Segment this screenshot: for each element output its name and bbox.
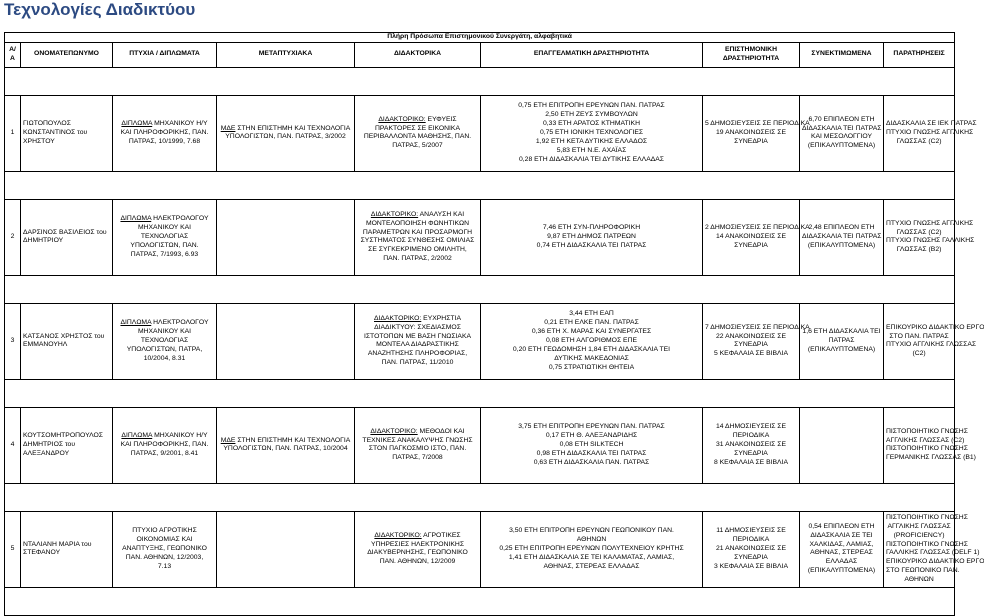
cell-phd-line: ΠΑΤΡΑΣ, 5/2007 (392, 142, 443, 150)
cell-notes-line: ΠΤΥΧΙΟ ΓΝΩΣΗΣ ΑΓΓΛΙΚΗΣ (886, 219, 974, 227)
spacer-row (5, 587, 955, 615)
table-row (5, 95, 955, 171)
header-aa: Α/Α (5, 42, 21, 67)
cell-professional (481, 95, 703, 171)
cell-scientific-line: 2 ΔΗΜΟΣΙΕΥΣΕΙΣ ΣΕ ΠΕΡΙΟΔΙΚΑ (705, 224, 810, 232)
cell-notes (884, 95, 977, 171)
cell-professional-line: 0,28 ΕΤΗ ΔΙΔΑΣΚΑΛΙΑ ΤΕΙ ΔΥΤΙΚΗΣ ΕΛΛΑΔΑΣ (519, 155, 664, 163)
cell-masters-label: ΜΔΕ (220, 436, 236, 444)
spacer-cell (5, 483, 955, 511)
cell-notes-line: ΓΛΩΣΣΑΣ (C2) (896, 137, 942, 145)
cell-scientific-line: 14 ΑΝΑΚΟΙΝΩΣΕΙΣ ΣΕ (716, 232, 786, 240)
cell-merits-line: ΔΙΔΑΣΚΑΛΙΑ ΣΕ ΤΕΙ (810, 531, 873, 539)
spacer-cell (5, 171, 955, 199)
spacer-cell (5, 275, 955, 303)
cell-scientific-line: ΣΥΝΕΔΡΙΑ (734, 241, 768, 249)
cell-degree-text: ΗΛΕΚΤΡΟΛΟΓΟΥ (151, 319, 209, 327)
cell-merits-line: (ΕΠΙΚΑΛΥΠΤΟΜΕΝΑ) (807, 345, 876, 353)
cell-notes-line: ΓΛΩΣΣΑΣ (C2) (896, 228, 942, 236)
cell-phd-text: ΑΓΡΟΤΙΚΕΣ (421, 531, 461, 539)
cell-scientific (703, 407, 800, 483)
cell-notes-line: ΣΤΟ ΓΕΩΠΟΝΙΚΟ ΠΑΝ. (886, 567, 960, 575)
cell-merits (800, 95, 884, 171)
cell-professional (481, 303, 703, 379)
cell-notes (884, 303, 984, 379)
cell-notes-line: ΑΓΓΛΙΚΗΣ ΓΛΩΣΣΑΣ (C2) (886, 436, 965, 444)
cell-scientific (703, 303, 810, 379)
cell-professional-line: 0,75 ΕΤΗ ΙΟΝΙΚΗ ΤΕΧΝΟΛΟΓΙΕΣ (539, 128, 644, 136)
cell-professional-line: 2,50 ΕΤΗ ΖΕΥΣ ΣΥΜΒΟΥΛΩΝ (545, 111, 638, 119)
cell-degree-line: ΚΑΙ ΠΛΗΡΟΦΟΡΙΚΗΣ, ΠΑΝ. (120, 440, 209, 448)
cell-professional-line: 1,92 ΕΤΗ ΚΕΤΑ ΔΥΤΙΚΗΣ ΕΛΛΑΔΟΣ (535, 137, 648, 145)
table-row (5, 511, 955, 587)
cell-masters (217, 511, 355, 587)
cell-scientific (703, 511, 800, 587)
cell-professional-line: 3,44 ΕΤΗ ΕΑΠ (569, 310, 614, 318)
cell-scientific-line: 5 ΚΕΦΑΛΑΙΑ ΣΕ ΒΙΒΛΙΑ (713, 350, 789, 358)
cell-masters (217, 95, 355, 171)
cell-masters-text: ΣΤΗΝ ΕΠΙΣΤΗΜΗ ΚΑΙ ΤΕΧΝΟΛΟΓΙΑ (235, 124, 351, 132)
cell-degree-line: ΠΤΥΧΙΟ ΑΓΡΟΤΙΚΗΣ (132, 527, 197, 535)
cell-phd-line: ΠΑΡΑΜΕΤΡΩΝ ΚΑΙ ΠΡΟΣΑΡΜΟΓΗ (362, 228, 473, 236)
cell-notes-line: ΑΘΗΝΩΝ (904, 576, 934, 584)
cell-masters-label: ΜΔΕ (220, 124, 236, 132)
cell-notes-line: ΠΙΣΤΟΠΟΙΗΤΙΚΟ ΓΝΩΣΗΣ (886, 445, 968, 453)
cell-name-line: ΣΤΕΦΑΝΟΥ (23, 549, 61, 557)
cell-degree-text: ΗΛΕΚΤΡΟΛΟΓΟΥ (151, 215, 209, 223)
cell-phd-line: ΠΡΑΚΤΟΡΕΣ ΣΕ ΕΙΚΟΝΙΚΑ (375, 124, 460, 132)
cell-aa: 4 (5, 407, 21, 483)
cell-professional-line: 0,08 ΕΤΗ ΑΛΓΟΡΙΘΜΟΣ ΕΠΕ (545, 336, 638, 344)
cell-scientific-line: ΠΕΡΙΟΔΙΚΑ (732, 536, 770, 544)
header-scientific: ΕΠΙΣΤΗΜΟΝΙΚΗ ΔΡΑΣΤΗΡΙΟΤΗΤΑ (703, 42, 800, 67)
spacer-row (5, 379, 955, 407)
cell-degree-line: 7.13 (157, 562, 172, 570)
cell-phd-line: ΠΕΡΙΒΑΛΛΟΝΤΑ ΜΑΘΗΣΗΣ, ΠΑΝ. (363, 133, 472, 141)
table-banner: Πλήρη Πρόσωπα Επιστημονικού Συνεργάτη, αλφαβητικά (5, 33, 955, 43)
cell-name-line: ΔΑΡΣΙΝΟΣ ΒΑΣΙΛΕΙΟΣ του (23, 228, 107, 236)
cell-masters (217, 199, 355, 275)
cell-phd-label: ΔΙΔΑΚΤΟΡΙΚΟ: (374, 314, 422, 322)
cell-degree (113, 407, 217, 483)
cell-aa: 2 (5, 199, 21, 275)
cell-scientific-line: 3 ΚΕΦΑΛΑΙΑ ΣΕ ΒΙΒΛΙΑ (713, 562, 789, 570)
cell-notes-line: ΕΠΙΚΟΥΡΙΚΟ ΔΙΔΑΚΤΙΚΟ ΕΡΓΟ (886, 323, 984, 331)
cell-scientific-line: 8 ΚΕΦΑΛΑΙΑ ΣΕ ΒΙΒΛΙΑ (713, 458, 789, 466)
cell-degree-line: ΚΑΙ ΠΛΗΡΟΦΟΡΙΚΗΣ, ΠΑΝ. (120, 128, 209, 136)
cell-phd-label: ΔΙΔΑΚΤΟΡΙΚΟ: (374, 531, 422, 539)
cell-merits-line: 2,48 ΕΠΙΠΛΕΟΝ ΕΤΗ (808, 224, 875, 232)
spacer-row (5, 275, 955, 303)
cell-degree-line: ΥΠΟΛΟΓΙΣΤΩΝ, ΠΑΝ. (130, 241, 199, 249)
cell-scientific (703, 95, 810, 171)
cell-scientific-line: ΠΕΡΙΟΔΙΚΑ (732, 432, 770, 440)
cell-scientific-line: ΣΥΝΕΔΡΙΑ (734, 341, 768, 349)
cell-degree (113, 303, 217, 379)
cell-merits-line: ΔΙΔΑΣΚΑΛΙΑ ΤΕΙ ΠΑΤΡΑΣ (802, 124, 882, 132)
cell-phd (355, 303, 481, 379)
cell-name-line: ΔΗΜΗΤΡΙΟΣ του (23, 440, 76, 448)
cell-notes-line: ΠΤΥΧΙΟ ΓΝΩΣΗΣ ΓΑΛΛΙΚΗΣ (886, 237, 975, 245)
cell-masters-line (219, 437, 352, 446)
spacer-row (5, 483, 955, 511)
table-row (5, 407, 955, 483)
cell-phd-text: ΕΥΦΥΕΙΣ (425, 115, 457, 123)
cell-degree-line (115, 432, 214, 441)
table-row (5, 303, 955, 379)
cell-merits (800, 303, 884, 379)
cell-merits-line: ΑΘΗΝΑΣ, ΣΤΕΡΕΑΣ (810, 549, 873, 557)
spacer-cell (5, 379, 955, 407)
header-masters: ΜΕΤΑΠΤΥΧΙΑΚΑ (217, 42, 355, 67)
cell-phd-label: ΔΙΔΑΚΤΟΡΙΚΟ: (370, 210, 419, 218)
cell-notes-line: ΠΙΣΤΟΠΟΙΗΤΙΚΟ ΓΝΩΣΗΣ (886, 540, 968, 548)
cell-name-line: ΚΟΥΤΣΟΜΗΤΡΟΠΟΥΛΟΣ (23, 432, 103, 440)
cell-professional-line: 0,21 ΕΤΗ ΕΛΚΕ ΠΑΝ. ΠΑΤΡΑΣ (544, 319, 639, 327)
cell-scientific-line: 11 ΔΗΜΟΣΙΕΥΣΕΙΣ ΣΕ (716, 527, 786, 535)
cell-merits-line: (ΕΠΙΚΑΛΥΠΤΟΜΕΝΑ) (807, 567, 876, 575)
cell-scientific-line: ΣΥΝΕΔΡΙΑ (734, 137, 768, 145)
cell-professional (481, 511, 703, 587)
header-professional: ΕΠΑΓΓΕΛΜΑΤΙΚΗ ΔΡΑΣΤΗΡΙΟΤΗΤΑ (481, 42, 703, 67)
cell-degree-line: ΠΑΤΡΑΣ, 10/1999, 7.68 (128, 137, 201, 145)
cell-notes-line: ΓΕΡΜΑΝΙΚΗΣ ΓΛΩΣΣΑΣ (B1) (886, 454, 976, 462)
header-notes: ΠΑΡΑΤΗΡΗΣΕΙΣ (884, 42, 955, 67)
cell-degree-line: ΟΙΚΟΝΟΜΙΑΣ ΚΑΙ (136, 536, 193, 544)
cell-phd-line: ΣΥΣΤΗΜΑΤΟΣ ΣΥΝΘΕΣΗΣ ΟΜΙΛΙΑΣ (360, 237, 475, 245)
cell-professional-line: 3,50 ΕΤΗ ΕΠΙΤΡΟΠΗ ΕΡΕΥΝΩΝ ΓΕΩΠΟΝΙΚΟΥ ΠΑΝ. (509, 527, 674, 535)
cell-masters-line: ΥΠΟΛΟΓΙΣΤΩΝ, ΠΑΝ. ΠΑΤΡΑΣ, 3/2002 (225, 133, 346, 141)
cell-scientific-line: 14 ΔΗΜΟΣΙΕΥΣΕΙΣ ΣΕ (715, 423, 787, 431)
cell-degree (113, 511, 217, 587)
cell-professional-line: 7,46 ΕΤΗ ΣΥΝ-ΠΛΗΡΟΦΟΡΙΚΗ (542, 224, 641, 232)
cell-phd-line: ΤΕΧΝΙΚΕΣ ΑΝΑΚΑΛΥΨΗΣ ΓΝΩΣΗΣ (362, 436, 473, 444)
cell-degree-line: ΠΑΤΡΑΣ, 7/1993, 6.93 (130, 250, 199, 258)
cell-scientific-line: 5 ΔΗΜΟΣΙΕΥΣΕΙΣ ΣΕ ΠΕΡΙΟΔΙΚΑ (705, 120, 810, 128)
cell-degree-label: ΔΙΠΛΩΜΑ (120, 215, 152, 223)
cell-scientific-line: 7 ΔΗΜΟΣΙΕΥΣΕΙΣ ΣΕ ΠΕΡΙΟΔΙΚΑ (705, 323, 810, 331)
cell-professional-line: 0,36 ΕΤΗ Χ. ΜΑΡΑΣ ΚΑΙ ΣΥΝΕΡΓΑΤΕΣ (531, 328, 652, 336)
cell-professional-line: 5,83 ΕΤΗ Ν.Ε. ΑΧΑΪΑΣ (556, 146, 627, 154)
cell-name-line: ΧΡΗΣΤΟΥ (23, 137, 55, 145)
table-row (5, 199, 955, 275)
cell-professional-line: 3,75 ΕΤΗ ΕΠΙΤΡΟΠΗ ΕΡΕΥΝΩΝ ΠΑΝ. ΠΑΤΡΑΣ (518, 423, 665, 431)
cell-degree-text: ΜΗΧΑΝΙΚΟΥ Η/Υ (152, 432, 208, 440)
cell-name (21, 95, 113, 171)
cell-scientific-line: ΣΥΝΕΔΡΙΑ (734, 553, 768, 561)
cell-notes (884, 407, 976, 483)
cell-name-line: ΑΛΕΞΑΝΔΡΟΥ (23, 449, 70, 457)
cell-masters-line: ΥΠΟΛΟΓΙΣΤΩΝ, ΠΑΝ. ΠΑΤΡΑΣ, 10/2004 (223, 445, 348, 453)
cell-phd (355, 511, 481, 587)
cell-notes-line: ΠΙΣΤΟΠΟΙΗΤΙΚΟ ΓΝΩΣΗΣ (886, 427, 968, 435)
cell-professional-line: ΑΘΗΝΩΝ (576, 536, 607, 544)
cell-professional (481, 199, 703, 275)
banner-row (5, 33, 955, 43)
cell-degree-line: ΜΗΧΑΝΙΚΟΥ ΚΑΙ (137, 328, 192, 336)
cell-degree (113, 199, 217, 275)
cell-professional-line: 0,98 ΕΤΗ ΔΙΔΑΣΚΑΛΙΑ ΤΕΙ ΠΑΤΡΑΣ (536, 449, 647, 457)
cell-notes-line: ΠΤΥΧΙΟ ΓΝΩΣΗΣ ΑΓΓΛΙΚΗΣ (886, 128, 974, 136)
cell-phd (355, 199, 481, 275)
cell-phd-line: ΠΑΤΡΑΣ, 7/2008 (392, 454, 443, 462)
cell-merits (800, 407, 884, 483)
cell-degree-line: ΤΕΧΝΟΛΟΓΙΑΣ (140, 336, 189, 344)
cell-professional-line: 0,20 ΕΤΗ ΓΕΩΔΟΜΗΣΗ 1,84 ΕΤΗ ΔΙΔΑΣΚΑΛΙΑ ΤΕΙ (512, 345, 671, 353)
cell-phd-line: ΔΙΑΔΙΚΤΥΟΥ: ΣΧΕΔΙΑΣΜΟΣ (374, 323, 461, 331)
cell-phd-line: ΣΕ ΣΥΓΚΕΚΡΙΜΕΝΟ ΟΜΙΛΗΤΗ, (368, 246, 467, 254)
cell-notes-line: ΠΤΥΧΙΟ ΑΓΓΛΙΚΗΣ ΓΛΩΣΣΑΣ (886, 341, 977, 349)
cell-scientific-line: 19 ΑΝΑΚΟΙΝΩΣΕΙΣ ΣΕ (716, 128, 786, 136)
cell-degree-line: ΤΕΧΝΟΛΟΓΙΑΣ (140, 232, 189, 240)
cell-notes-line: ΣΤΟ ΠΑΝ. ΠΑΤΡΑΣ (889, 332, 949, 340)
cell-scientific (703, 199, 810, 275)
cell-phd-line: ΠΑΝ. ΠΑΤΡΑΣ, 11/2010 (381, 359, 454, 367)
cell-merits-line: 0,54 ΕΠΙΠΛΕΟΝ ΕΤΗ (808, 522, 875, 530)
cell-degree (113, 95, 217, 171)
cell-phd-line: ΠΑΝ. ΠΑΤΡΑΣ, 2/2002 (383, 255, 452, 263)
cell-name-line: ΝΤΑΛΙΑΝΗ ΜΑΡΙΑ του (23, 540, 92, 548)
cell-aa: 1 (5, 95, 21, 171)
cell-masters (217, 303, 355, 379)
cell-degree-text: ΜΗΧΑΝΙΚΟΥ Η/Υ (152, 120, 208, 128)
cell-notes-line: ΓΛΩΣΣΑΣ (B2) (896, 246, 942, 254)
cell-professional-line: 1,41 ΕΤΗ ΔΙΔΑΣΚΑΛΙΑ ΣΕ ΤΕΙ ΚΑΛΑΜΑΤΑΣ, ΛΑΜΙΑΣ, (508, 553, 675, 561)
cell-professional-line: ΑΘΗΝΑΣ, ΣΤΕΡΕΑΣ ΕΛΛΑΔΑΣ (543, 562, 640, 570)
cell-degree-line: ΑΝΑΠΤΥΞΗΣ, ΓΕΩΠΟΝΙΚΟ (122, 544, 207, 552)
cell-notes-line: ΕΠΙΚΟΥΡΙΚΟ ΔΙΔΑΚΤΙΚΟ ΕΡΓΟ (886, 558, 984, 566)
cell-scientific-line: 22 ΑΝΑΚΟΙΝΩΣΕΙΣ ΣΕ (716, 332, 786, 340)
cell-merits-line: ΠΑΤΡΑΣ (828, 336, 855, 344)
cell-phd (355, 95, 481, 171)
cell-professional-line: 0,33 ΕΤΗ ΑΡΑΤΟΣ ΚΤΗΜΑΤΙΚΗ (543, 120, 640, 128)
header-name: ΟΝΟΜΑΤΕΠΩΝΥΜΟ (21, 42, 113, 67)
spacer-row (5, 67, 955, 95)
cell-phd-line (357, 116, 478, 125)
header-row (5, 42, 955, 67)
cell-masters (217, 407, 355, 483)
cell-phd-line: ΙΣΤΟΤΟΠΩΝ ΜΕ ΒΑΣΗ ΓΝΩΣΙΑΚΑ (363, 332, 472, 340)
cell-notes-line: (C2) (912, 350, 926, 358)
header-degrees: ΠΤΥΧΙΑ / ΔΙΠΛΩΜΑΤΑ (113, 42, 217, 67)
cell-professional-line: 0,08 ΕΤΗ SILKTECH (559, 440, 624, 448)
table-body (5, 67, 984, 615)
cell-degree-line: ΜΗΧΑΝΙΚΟΥ ΚΑΙ (137, 224, 192, 232)
candidates-table (4, 32, 984, 616)
cell-degree-line: 10/2004, 8.31 (143, 354, 186, 362)
cell-phd-line: ΣΤΟΝ ΠΑΓΚΟΣΜΙΟ ΙΣΤΟ, ΠΑΝ. (368, 445, 467, 453)
cell-merits-line: 1,6 ΕΤΗ ΔΙΔΑΣΚΑΛΙΑ ΤΕΙ (802, 328, 881, 336)
cell-professional-line: 0,17 ΕΤΗ Θ. ΑΛΕΞΑΝΔΡΙΔΗΣ (545, 432, 638, 440)
cell-phd-line (357, 532, 478, 541)
cell-degree-label: ΔΙΠΛΩΜΑ (120, 319, 152, 327)
cell-name-line: ΔΗΜΗΤΡΙΟΥ (23, 237, 64, 245)
cell-phd-label: ΔΙΔΑΚΤΟΡΙΚΟ: (378, 115, 426, 123)
cell-degree-line (115, 120, 214, 129)
cell-merits-line: (ΕΠΙΚΑΛΥΠΤΟΜΕΝΑ) (807, 241, 876, 249)
cell-merits-line: ΔΙΔΑΣΚΑΛΙΑ ΤΕΙ ΠΑΤΡΑΣ (802, 232, 882, 240)
cell-name-line: ΚΩΝΣΤΑΝΤΙΝΟΣ του (23, 128, 88, 136)
cell-merits-line: ΧΑΛΚΙΔΑΣ, ΛΑΜΙΑΣ, (809, 540, 874, 548)
cell-name (21, 199, 113, 275)
header-merits: ΣΥΝΕΚΤΙΜΩΜΕΝΑ (800, 42, 884, 67)
page-title: Τεχνολογίες Διαδικτύου (4, 0, 196, 19)
cell-masters-text: ΣΤΗΝ ΕΠΙΣΤΗΜΗ ΚΑΙ ΤΕΧΝΟΛΟΓΙΑ (235, 436, 351, 444)
cell-name (21, 303, 113, 379)
cell-professional-line: 9,87 ΕΤΗ ΔΗΜΟΣ ΠΑΤΡΕΩΝ (547, 232, 636, 240)
cell-phd-text: ΑΝΑΛΥΣΗ ΚΑΙ (418, 210, 465, 218)
cell-degree-line (115, 319, 214, 328)
cell-notes-line: ΑΓΓΛΙΚΗΣ ΓΛΩΣΣΑΣ (887, 522, 951, 530)
cell-merits (800, 199, 884, 275)
cell-degree-line (115, 215, 214, 224)
cell-merits-line: ΚΑΙ ΜΕΣΟΛΟΓΓΙΟΥ (810, 133, 873, 141)
cell-degree-line: ΠΑΤΡΑΣ, 9/2001, 8.41 (130, 449, 199, 457)
cell-name-line: ΚΑΤΣΑΝΟΣ ΧΡΗΣΤΟΣ του (23, 332, 105, 340)
cell-professional-line: 0,75 ΣΤΡΑΤΙΩΤΙΚΗ ΘΗΤΕΙΑ (548, 363, 635, 371)
cell-degree-line: ΠΑΝ. ΑΘΗΝΩΝ, 12/2003, (125, 553, 204, 561)
cell-merits (800, 511, 884, 587)
cell-phd-line (357, 315, 478, 324)
spacer-row (5, 171, 955, 199)
cell-scientific-line: 31 ΑΝΑΚΟΙΝΩΣΕΙΣ ΣΕ (716, 440, 786, 448)
cell-scientific-line: ΣΥΝΕΔΡΙΑ (734, 449, 768, 457)
cell-merits-line: 6,70 ΕΠΙΠΛΕΟΝ ΕΤΗ (808, 115, 875, 123)
cell-notes-line: (PROFICIENCY) (893, 531, 945, 539)
cell-name-line: ΓΙΩΤΟΠΟΥΛΟΣ (23, 120, 71, 128)
cell-professional-line: 0,25 ΕΤΗ ΕΠΙΤΡΟΠΗ ΕΡΕΥΝΩΝ ΠΟΛΥΤΕΧΝΕΙΟΥ ΚΡΗΤΗΣ (499, 544, 684, 552)
cell-professional-line: 0,63 ΕΤΗ ΔΙΔΑΣΚΑΛΙΑ ΠΑΝ. ΠΑΤΡΑΣ (533, 458, 650, 466)
cell-phd-text: ΜΕΘΟΔΟΙ ΚΑΙ (417, 427, 465, 435)
cell-phd-line: ΜΟΝΤΕΛΟΠΟΙΗΣΗ ΦΩΝΗΤΙΚΩΝ (365, 219, 470, 227)
cell-name (21, 511, 113, 587)
cell-notes (884, 511, 984, 587)
cell-degree-label: ΔΙΠΛΩΜΑ (121, 432, 153, 440)
cell-aa: 3 (5, 303, 21, 379)
cell-phd-line: ΜΟΝΤΕΛΑ ΔΙΑΔΡΑΣΤΙΚΗΣ (376, 341, 459, 349)
cell-professional-line: ΔΥΤΙΚΗΣ ΜΑΚΕΔΟΝΙΑΣ (554, 354, 629, 362)
cell-name-line: ΕΜΜΑΝΟΥΗΛ (23, 341, 68, 349)
cell-professional-line: 0,74 ΕΤΗ ΔΙΔΑΣΚΑΛΙΑ ΤΕΙ ΠΑΤΡΑΣ (536, 241, 647, 249)
header-phd: ΔΙΔΑΚΤΟΡΙΚΑ (355, 42, 481, 67)
cell-masters-line (219, 125, 352, 134)
cell-phd-line (357, 211, 478, 220)
cell-degree-label: ΔΙΠΛΩΜΑ (121, 120, 153, 128)
spacer-cell (5, 587, 955, 615)
cell-phd-text: ΕΥΧΡΗΣΤΙΑ (421, 314, 461, 322)
cell-degree-line: ΥΠΟΛΟΓΙΣΤΩΝ, ΠΑΤΡΑ, (126, 345, 203, 353)
cell-phd-line: ΠΑΝ. ΑΘΗΝΩΝ, 12/2009 (379, 558, 456, 566)
cell-scientific-line: 21 ΑΝΑΚΟΙΝΩΣΕΙΣ ΣΕ (716, 544, 786, 552)
cell-phd-line: ΥΠΗΡΕΣΙΕΣ ΗΛΕΚΤΡΟΝΙΚΗΣ (370, 540, 465, 548)
cell-phd-line (357, 428, 478, 437)
cell-professional (481, 407, 703, 483)
cell-phd-line: ΔΙΑΚΥΒΕΡΝΗΣΗΣ, ΓΕΩΠΟΝΙΚΟ (367, 549, 468, 557)
cell-notes-line: ΔΙΔΑΣΚΑΛΙΑ ΣΕ ΙΕΚ ΠΑΤΡΑΣ (886, 120, 977, 128)
cell-merits-line: (ΕΠΙΚΑΛΥΠΤΟΜΕΝΑ) (807, 142, 876, 150)
cell-name (21, 407, 113, 483)
cell-aa: 5 (5, 511, 21, 587)
cell-merits-line: ΕΛΛΑΔΑΣ (825, 558, 858, 566)
cell-phd (355, 407, 481, 483)
cell-notes-line: ΓΑΛΛΙΚΗΣ ΓΛΩΣΣΑΣ (DELF 1) (886, 549, 980, 557)
cell-phd-line: ΑΝΑΖΗΤΗΣΗΣ ΠΛΗΡΟΦΟΡΙΑΣ, (367, 350, 468, 358)
cell-notes (884, 199, 975, 275)
cell-phd-label: ΔΙΔΑΚΤΟΡΙΚΟ: (370, 427, 418, 435)
cell-professional-line: 0,75 ΕΤΗ ΕΠΙΤΡΟΠΗ ΕΡΕΥΝΩΝ ΠΑΝ. ΠΑΤΡΑΣ (518, 102, 665, 110)
spacer-cell (5, 67, 955, 95)
cell-notes-line: ΠΙΣΤΟΠΟΙΗΤΙΚΟ ΓΝΩΣΗΣ (886, 513, 968, 521)
